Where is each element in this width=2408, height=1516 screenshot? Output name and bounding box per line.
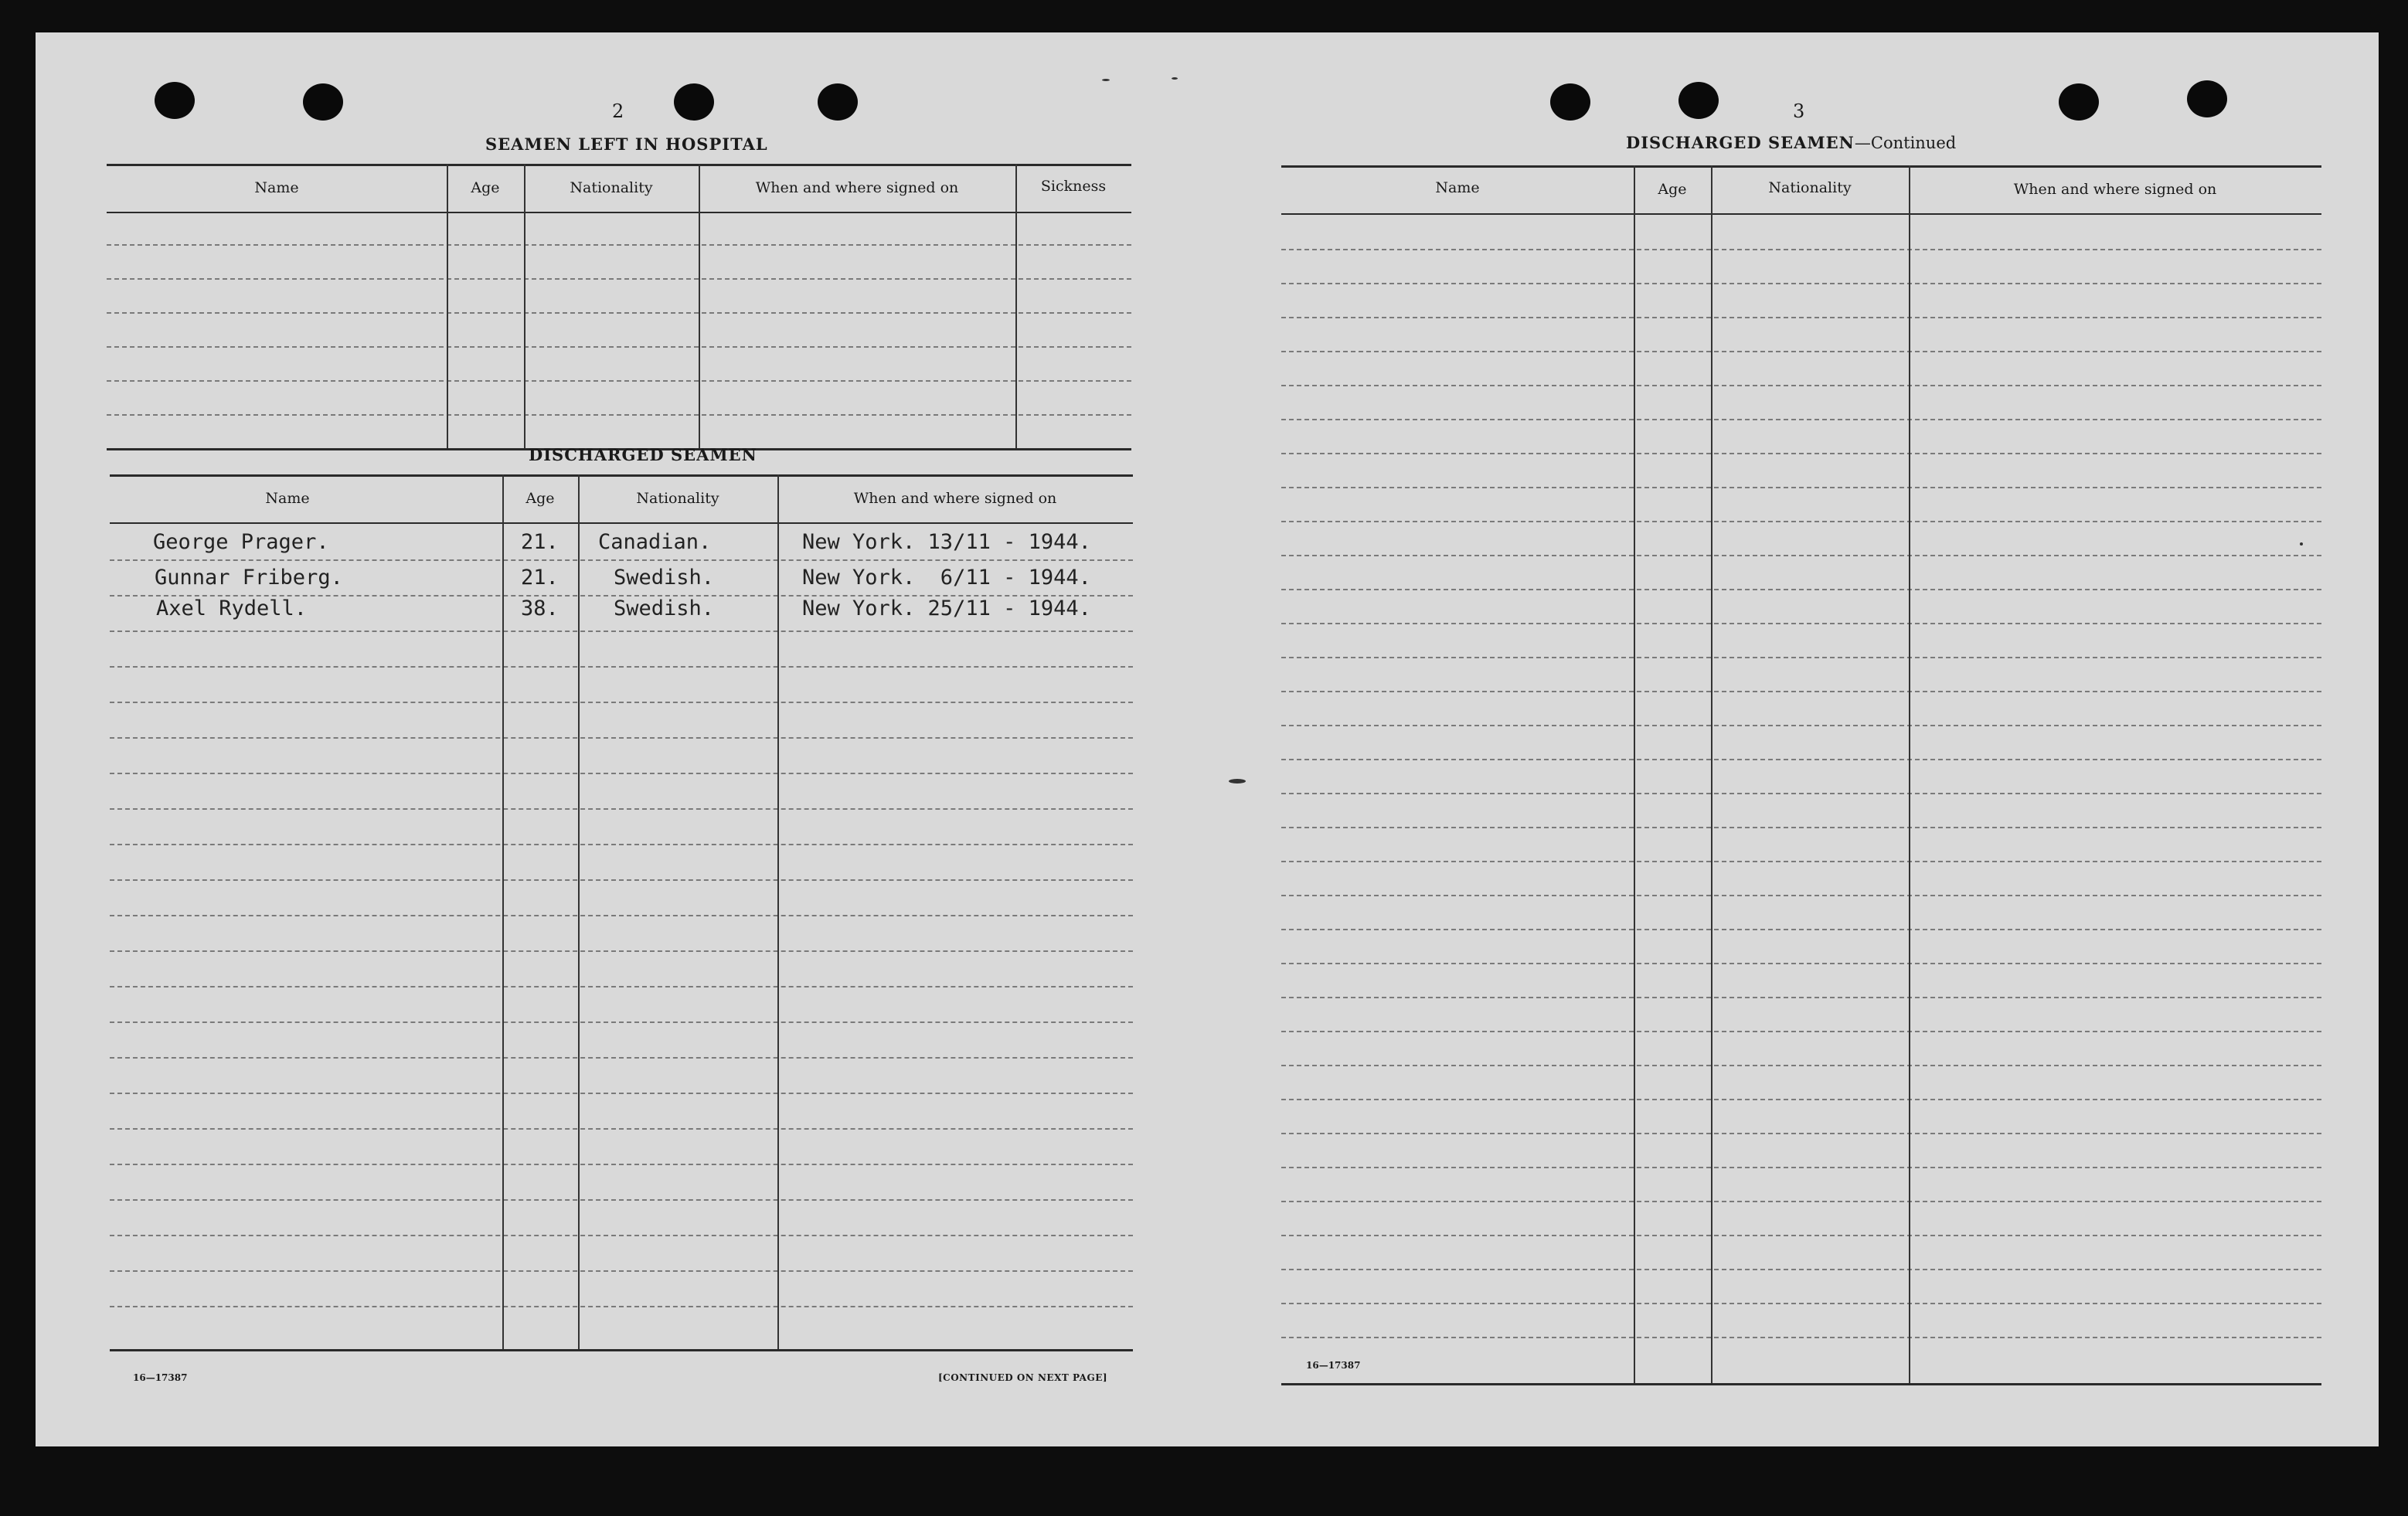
punch-hole <box>1550 83 1590 121</box>
continued-note: [CONTINUED ON NEXT PAGE] <box>938 1372 1108 1383</box>
page-number: 3 <box>1793 100 1805 122</box>
paper-speck <box>1172 77 1178 80</box>
form-number: 16—17387 <box>133 1372 188 1383</box>
discharged-header-age: Age <box>525 490 555 507</box>
seaman-nationality: Swedish. <box>614 597 715 620</box>
seaman-signed-on: New York. 25/11 - 1944. <box>802 597 1091 620</box>
punch-hole <box>303 83 343 121</box>
seaman-name: Gunnar Friberg. <box>155 566 343 590</box>
seaman-name: Axel Rydell. <box>156 597 308 620</box>
discharged-section-title: DISCHARGED SEAMEN <box>529 445 757 464</box>
document-sheet <box>36 32 2379 1446</box>
seaman-nationality: Swedish. <box>614 566 715 590</box>
continued-header-signed-on: When and where signed on <box>2013 181 2217 198</box>
page-number: 2 <box>612 100 624 122</box>
continued-header-name: Name <box>1435 179 1480 196</box>
continued-suffix: —Continued <box>1854 134 1957 152</box>
paper-speck <box>1102 79 1110 81</box>
discharged-table <box>110 474 1133 1377</box>
seaman-signed-on: New York. 13/11 - 1944. <box>802 530 1091 554</box>
paper-speck <box>1229 779 1246 783</box>
discharged-continued-table <box>1281 165 2321 1394</box>
hospital-section-title: SEAMEN LEFT IN HOSPITAL <box>485 134 768 154</box>
continued-header-nationality: Nationality <box>1768 179 1852 196</box>
seaman-nationality: Canadian. <box>598 530 712 554</box>
hospital-header-age: Age <box>471 179 500 196</box>
hospital-header-sickness: Sickness <box>1040 178 1107 195</box>
punch-hole <box>2059 83 2099 121</box>
punch-hole <box>155 82 195 119</box>
seaman-age: 21. <box>521 566 559 590</box>
discharged-header-nationality: Nationality <box>636 490 719 507</box>
discharged-header-signed-on: When and where signed on <box>853 490 1057 507</box>
seaman-age: 21. <box>521 530 559 554</box>
punch-hole <box>674 83 714 121</box>
seaman-age: 38. <box>521 597 559 620</box>
discharged-header-name: Name <box>265 490 310 507</box>
hospital-header-signed-on: When and where signed on <box>755 179 959 196</box>
hospital-header-name: Name <box>254 179 299 196</box>
seaman-name: George Prager. <box>153 530 329 554</box>
hospital-header-nationality: Nationality <box>570 179 653 196</box>
discharged-title-text: DISCHARGED SEAMEN <box>1626 133 1855 152</box>
form-number: 16—17387 <box>1306 1360 1361 1371</box>
seaman-signed-on: New York. 6/11 - 1944. <box>802 566 1091 590</box>
discharged-continued-title <box>1626 133 1956 152</box>
punch-hole <box>2187 80 2227 117</box>
hospital-table <box>107 164 1131 461</box>
continued-header-age: Age <box>1658 181 1687 198</box>
punch-hole <box>818 83 858 121</box>
punch-hole <box>1678 82 1719 119</box>
